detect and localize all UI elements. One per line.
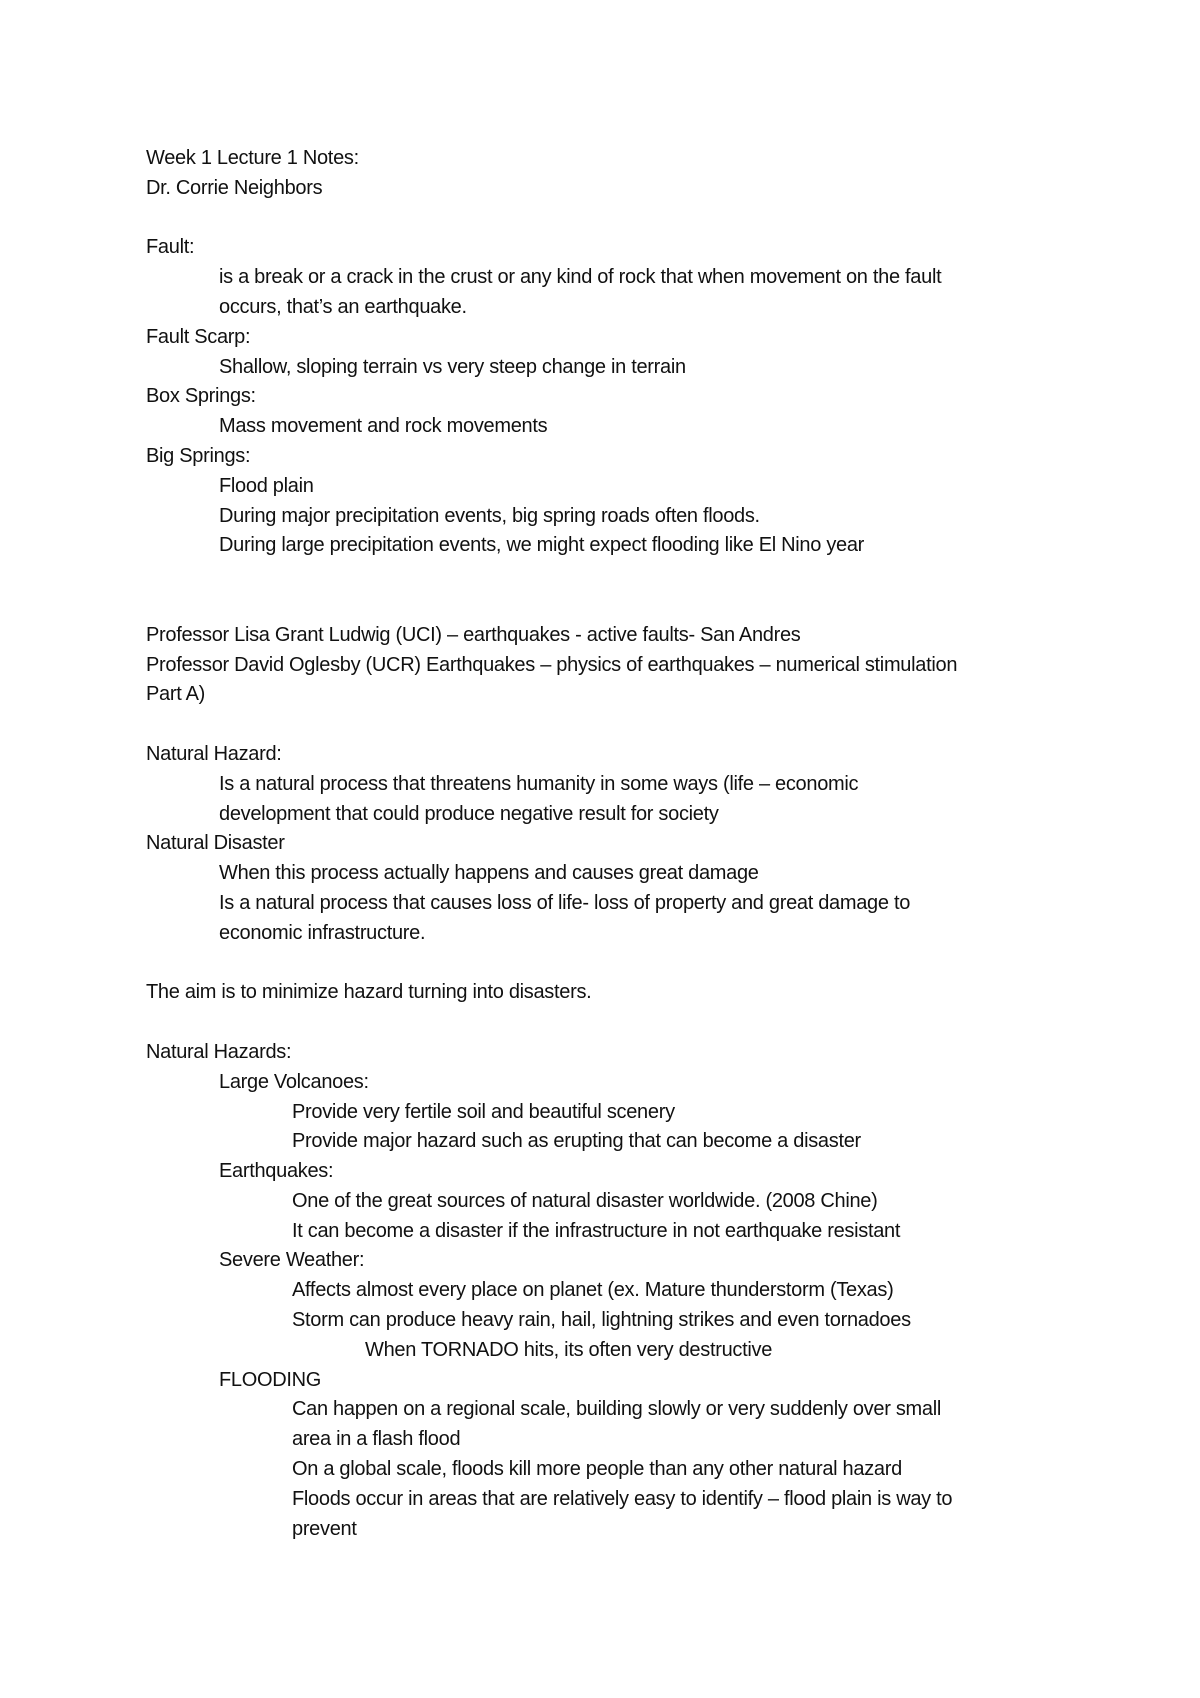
definition-fault-scarp: Shallow, sloping terrain vs very steep change in terrain	[219, 355, 686, 378]
natural-hazards-heading: Natural Hazards:	[146, 1040, 292, 1063]
flooding-point-3-line1: Floods occur in areas that are relatively easy to identify – flood plain is way to	[292, 1487, 953, 1510]
term-fault-scarp: Fault Scarp:	[146, 325, 251, 348]
earthquakes-point-1: One of the great sources of natural disaster worldwide. (2008 Chine)	[292, 1189, 878, 1212]
volcanoes-point-1: Provide very fertile soil and beautiful scenery	[292, 1100, 675, 1123]
definition-fault-line1: is a break or a crack in the crust or any kind of rock that when movement on the fault	[219, 266, 942, 289]
flooding-point-1-line1: Can happen on a regional scale, building slowly or very suddenly over small	[292, 1398, 941, 1421]
professor-oglesby-line2: Part A)	[146, 683, 206, 706]
subheading-severe-weather: Severe Weather:	[219, 1249, 365, 1272]
flooding-point-1-line2: area in a flash flood	[292, 1428, 461, 1451]
professor-oglesby-line1: Professor David Oglesby (UCR) Earthquakes – physics of earthquakes – numerical stimulation	[146, 653, 958, 676]
definition-natural-hazard-line1: Is a natural process that threatens humanity in some ways (life – economic	[219, 772, 859, 795]
definition-fault-line2: occurs, that’s an earthquake.	[219, 295, 467, 318]
term-natural-disaster: Natural Disaster	[146, 832, 285, 855]
definition-box-springs: Mass movement and rock movements	[219, 415, 548, 438]
weather-point-2: Storm can produce heavy rain, hail, lightning strikes and even tornadoes	[292, 1309, 911, 1332]
instructor-name: Dr. Corrie Neighbors	[146, 176, 323, 199]
subheading-large-volcanoes: Large Volcanoes:	[219, 1070, 369, 1093]
earthquakes-point-2: It can become a disaster if the infrastructure in not earthquake resistant	[292, 1219, 901, 1242]
definition-big-springs-1: Flood plain	[219, 474, 314, 497]
term-big-springs: Big Springs:	[146, 444, 251, 467]
term-natural-hazard: Natural Hazard:	[146, 742, 282, 765]
subheading-flooding: FLOODING	[219, 1368, 322, 1391]
lecture-notes	[146, 144, 1086, 1544]
weather-point-1: Affects almost every place on planet (ex. Mature thunderstorm (Texas)	[292, 1279, 894, 1302]
definition-natural-disaster-3: economic infrastructure.	[219, 921, 426, 944]
aim-statement: The aim is to minimize hazard turning into disasters.	[146, 981, 592, 1004]
definition-big-springs-3: During large precipitation events, we might expect flooding like El Nino year	[219, 534, 865, 557]
notes-title: Week 1 Lecture 1 Notes:	[146, 147, 359, 169]
definition-natural-disaster-1: When this process actually happens and causes great damage	[219, 862, 759, 885]
definition-natural-disaster-2: Is a natural process that causes loss of life- loss of property and great damage to	[219, 891, 911, 914]
professor-ludwig: Professor Lisa Grant Ludwig (UCI) – earthquakes - active faults- San Andres	[146, 623, 801, 646]
flooding-point-2: On a global scale, floods kill more people than any other natural hazard	[292, 1458, 902, 1481]
term-fault: Fault:	[146, 236, 195, 259]
volcanoes-point-2: Provide major hazard such as erupting that can become a disaster	[292, 1130, 861, 1153]
weather-point-3: When TORNADO hits, its often very destructive	[365, 1338, 773, 1361]
term-box-springs: Box Springs:	[146, 385, 256, 408]
subheading-earthquakes: Earthquakes:	[219, 1160, 334, 1183]
definition-big-springs-2: During major precipitation events, big spring roads often floods.	[219, 504, 760, 527]
flooding-point-3-line2: prevent	[292, 1517, 357, 1540]
definition-natural-hazard-line2: development that could produce negative result for society	[219, 802, 719, 825]
